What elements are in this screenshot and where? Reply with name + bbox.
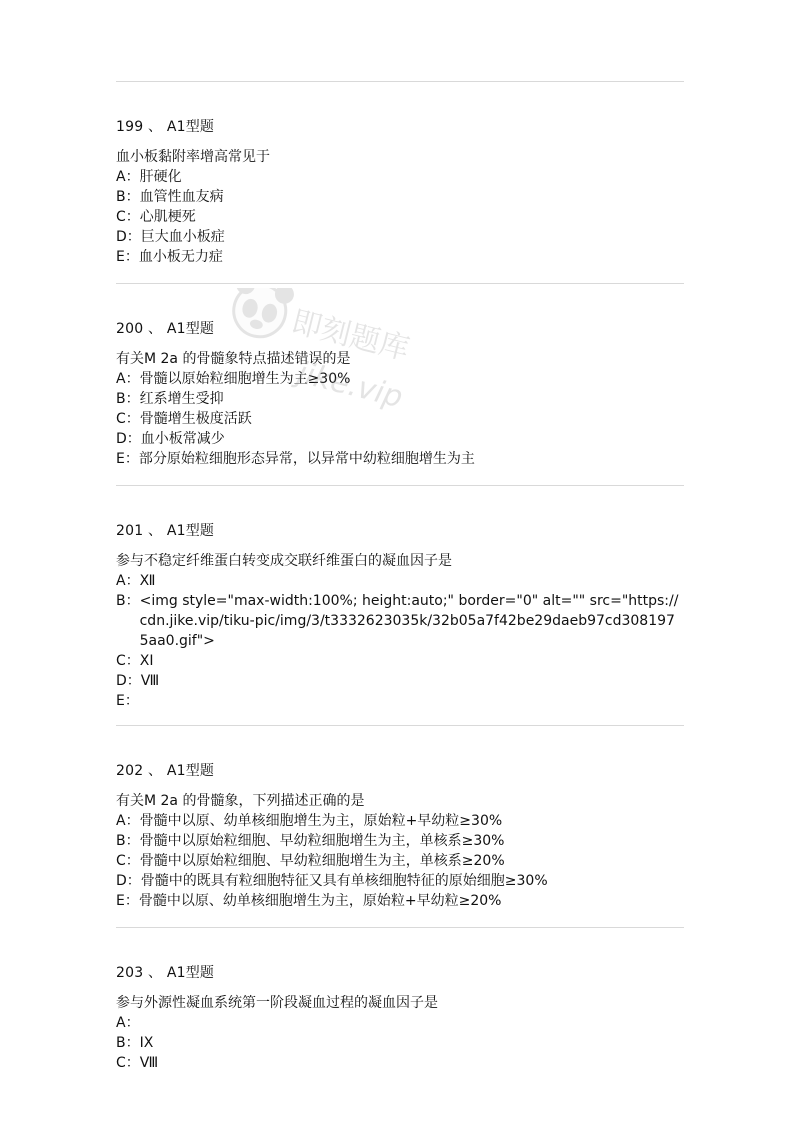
question-block bbox=[116, 521, 682, 711]
option-d[interactable] bbox=[116, 227, 696, 247]
separator-line bbox=[116, 283, 684, 284]
option-text: 骨髓以原始粒细胞增生为主≥30% bbox=[139, 371, 351, 387]
question-stem: 有关M 2a 的骨髓象，下列描述正确的是 bbox=[116, 793, 365, 809]
option-text: 部分原始粒细胞形态异常，以异常中幼粒细胞增生为主 bbox=[138, 451, 475, 467]
svg-text:jike.vip: jike.vip bbox=[293, 355, 407, 416]
option-letter: C： bbox=[116, 1055, 140, 1071]
option-text: Ⅷ bbox=[140, 673, 160, 689]
question-header: 203 、 A1型题 bbox=[116, 965, 215, 981]
option-text: 血小板常减少 bbox=[140, 431, 225, 447]
option-c[interactable] bbox=[116, 207, 696, 227]
separator-line bbox=[116, 81, 684, 82]
option-letter: A： bbox=[116, 813, 140, 829]
question-stem: 参与不稳定纤维蛋白转变成交联纤维蛋白的凝血因子是 bbox=[116, 553, 452, 569]
option-letter: A： bbox=[116, 1015, 140, 1031]
option-text bbox=[139, 691, 682, 711]
question-stem: 血小板黏附率增高常见于 bbox=[116, 149, 270, 165]
separator-line bbox=[116, 485, 684, 486]
option-letter: A： bbox=[116, 169, 140, 185]
option-text: 血小板无力症 bbox=[138, 249, 223, 265]
option-letter: E： bbox=[116, 451, 139, 467]
svg-text:即刻题库: 即刻题库 bbox=[287, 304, 413, 368]
option-letter: C： bbox=[116, 209, 140, 225]
option-text: XI bbox=[139, 653, 154, 669]
option-text: 骨髓中以原、幼单核细胞增生为主，原始粒+早幼粒≥20% bbox=[138, 893, 502, 909]
option-letter: D： bbox=[116, 873, 141, 889]
question-header: 199 、 A1型题 bbox=[116, 119, 215, 135]
option-e[interactable] bbox=[116, 891, 696, 911]
question-block bbox=[116, 761, 696, 911]
option-a[interactable] bbox=[116, 1013, 696, 1033]
option-text: 骨髓增生极度活跃 bbox=[139, 411, 252, 427]
option-text: 肝硬化 bbox=[139, 169, 182, 185]
separator-line bbox=[116, 725, 684, 726]
option-text: 血管性血友病 bbox=[139, 189, 224, 205]
question-header: 202 、 A1型题 bbox=[116, 763, 215, 779]
question-header: 200 、 A1型题 bbox=[116, 321, 215, 337]
option-text: Ⅷ bbox=[139, 1055, 159, 1071]
option-letter: B： bbox=[116, 833, 140, 849]
option-text: 心肌梗死 bbox=[139, 209, 196, 225]
option-b[interactable] bbox=[116, 1033, 696, 1053]
option-a[interactable] bbox=[116, 369, 696, 389]
option-letter: D： bbox=[116, 229, 141, 245]
option-text: Ⅻ bbox=[139, 573, 156, 589]
question-block bbox=[116, 117, 696, 267]
option-a[interactable] bbox=[116, 811, 696, 831]
option-text: IX bbox=[139, 1035, 154, 1051]
option-a[interactable] bbox=[116, 571, 682, 591]
option-c[interactable] bbox=[116, 409, 696, 429]
option-c[interactable] bbox=[116, 651, 682, 671]
option-d[interactable] bbox=[116, 871, 696, 891]
option-letter: D： bbox=[116, 673, 141, 689]
option-b[interactable] bbox=[116, 831, 696, 851]
option-e[interactable] bbox=[116, 691, 682, 711]
question-header: 201 、 A1型题 bbox=[116, 523, 215, 539]
question-block bbox=[116, 963, 696, 1073]
option-letter: B： bbox=[116, 1035, 140, 1051]
option-text: 巨大血小板症 bbox=[140, 229, 225, 245]
question-block bbox=[116, 319, 696, 469]
option-letter: A： bbox=[116, 573, 140, 589]
option-letter: B： bbox=[116, 593, 140, 609]
option-letter: B： bbox=[116, 391, 140, 407]
option-letter: E： bbox=[116, 693, 139, 709]
option-e[interactable] bbox=[116, 247, 696, 267]
option-letter: E： bbox=[116, 249, 139, 265]
option-b[interactable] bbox=[116, 389, 696, 409]
question-stem: 参与外源性凝血系统第一阶段凝血过程的凝血因子是 bbox=[116, 995, 438, 1011]
option-b[interactable] bbox=[116, 187, 696, 207]
option-text bbox=[140, 1013, 696, 1033]
option-letter: B： bbox=[116, 189, 140, 205]
option-a[interactable] bbox=[116, 167, 696, 187]
option-b[interactable] bbox=[116, 591, 682, 651]
option-letter: C： bbox=[116, 411, 140, 427]
separator-line bbox=[116, 927, 684, 928]
option-letter: C： bbox=[116, 653, 140, 669]
option-letter: A： bbox=[116, 371, 140, 387]
option-text: 骨髓中以原始粒细胞、早幼粒细胞增生为主，单核系≥20% bbox=[139, 853, 505, 869]
option-letter: E： bbox=[116, 893, 139, 909]
option-d[interactable] bbox=[116, 671, 682, 691]
question-stem: 有关M 2a 的骨髓象特点描述错误的是 bbox=[116, 351, 351, 367]
option-text: 红系增生受抑 bbox=[139, 391, 224, 407]
option-letter: D： bbox=[116, 431, 141, 447]
option-text: 骨髓中的既具有粒细胞特征又具有单核细胞特征的原始细胞≥30% bbox=[140, 873, 548, 889]
option-letter: C： bbox=[116, 853, 140, 869]
option-text: 骨髓中以原始粒细胞、早幼粒细胞增生为主，单核系≥30% bbox=[139, 833, 505, 849]
option-e[interactable] bbox=[116, 449, 696, 469]
option-text: 骨髓中以原、幼单核细胞增生为主，原始粒+早幼粒≥30% bbox=[139, 813, 503, 829]
option-c[interactable] bbox=[116, 851, 696, 871]
option-c[interactable] bbox=[116, 1053, 696, 1073]
option-d[interactable] bbox=[116, 429, 696, 449]
option-text: <img style="max-width:100%; height:auto;" border="0" alt="" src="https://cdn.jike.vip/tiku-pic/img/3/t3332623035k/32b05a7f42be29daeb97cd3081975aa0.gif"> bbox=[139, 593, 679, 649]
